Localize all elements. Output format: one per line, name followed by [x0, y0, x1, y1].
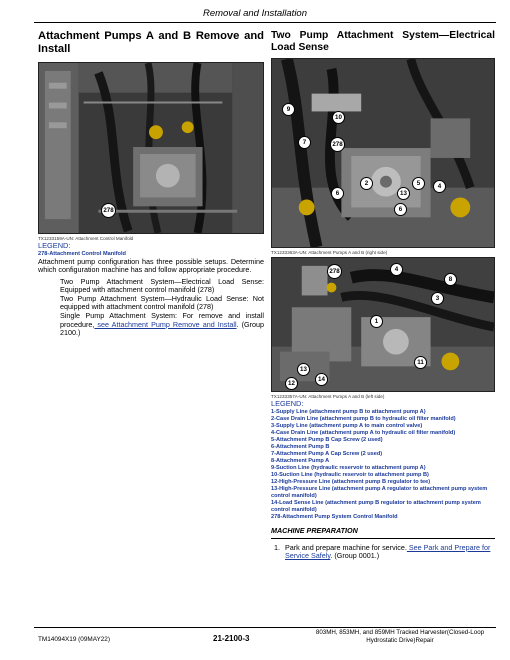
footer-page-number: 21-2100-3 [213, 634, 250, 643]
header-rule [34, 22, 496, 23]
callout-6: 6 [331, 187, 344, 200]
callout-8: 8 [444, 273, 457, 286]
step-1 [271, 544, 495, 561]
callout-4: 4 [390, 263, 403, 276]
legend-item: 278-Attachment Control Manifold [38, 250, 126, 257]
legend-item: 1-Supply Line (attachment pump B to attachment pump A) [271, 408, 426, 415]
photo-pumps-left-side [271, 257, 495, 392]
legend-item: 8-Attachment Pump A [271, 457, 330, 464]
legend-item: 3-Supply Line (attachment pump A to main control valve) [271, 422, 423, 429]
callout-3: 3 [431, 292, 444, 305]
footer-manual-title: 803MH, 853MH, and 859MH Tracked Harvester(Closed-Loop Hydrostatic Drive)Repair [315, 629, 485, 644]
single-pump-text: Single Pump Attachment System: For remove and install procedure, [60, 311, 264, 329]
machine-preparation-rule [271, 538, 495, 539]
callout-10: 10 [332, 111, 345, 124]
footer-rule [34, 627, 496, 628]
callout-2: 2 [360, 177, 373, 190]
legend-item: 6-Attachment Pump B [271, 443, 330, 450]
legend-item: 13-High-Pressure Line (attachment pump A regulator to attachment pump system control manifold) [271, 485, 488, 499]
callout-1: 1 [370, 315, 383, 328]
photo-caption: TX1233159A-UN: Attachment Control Manifold [38, 236, 134, 241]
callout-5: 5 [412, 177, 425, 190]
section-title-electrical-load-sense: Two Pump Attachment System—Electrical Load Sense [271, 30, 495, 53]
legend-list [271, 409, 495, 521]
photo1-caption: TX1233363A-UN: Attachment Pumps A and B (right side) [271, 250, 388, 255]
right-column [271, 30, 495, 561]
footer-doc-id: TM14094X19 (09MAY22) [38, 636, 110, 643]
callout-13: 13 [297, 363, 310, 376]
callout-9: 9 [282, 103, 295, 116]
park-prepare-service-link[interactable]: See Park and Prepare for Service Safely [285, 542, 491, 561]
callout-4: 4 [433, 180, 446, 193]
machine-preparation-heading: MACHINE PREPARATION [271, 525, 358, 535]
legend-item: 7-Attachment Pump A Cap Screw (2 used) [271, 450, 383, 457]
page-header-title: Removal and Installation [202, 8, 308, 19]
manifold-photo-drawing [39, 63, 263, 233]
callout-278: 278 [101, 203, 116, 218]
config-electrical-load-sense: Two Pump Attachment System—Electrical Load Sense: Equipped with attachment control manifold (278) [60, 276, 264, 295]
legend-item: 2-Case Drain Line (attachment pump B to hydraulic oil filter manifold) [271, 415, 456, 422]
photo2-caption: TX1233357A-UN: Attachment Pumps A and B (left side) [271, 394, 385, 399]
legend-item: 5-Attachment Pump B Cap Screw (2 used) [271, 436, 383, 443]
callout-14: 14 [315, 373, 328, 386]
section-title-remove-install: Attachment Pumps A and B Remove and Install [38, 30, 264, 55]
legend-item: 12-High-Pressure Line (attachment pump B regulator to tee) [271, 478, 431, 485]
intro-text: Attachment pump configuration has three possible setups. Determine which configuration machine has and follow appropriate procedure. [38, 256, 264, 275]
photo-pumps-right-side [271, 58, 495, 248]
callout-13: 13 [397, 187, 410, 200]
step-group: . (Group 0001.) [330, 551, 380, 561]
callout-6b: 6 [394, 203, 407, 216]
legend-item: 9-Suction Line (hydraulic reservoir to attachment pump A) [271, 464, 426, 471]
legend-item: 278-Attachment Pump System Control Manifold [271, 513, 398, 520]
legend-heading: LEGEND: [38, 241, 71, 250]
single-pump-group: . (Group 2100.) [60, 319, 264, 338]
photo-attachment-control-manifold [38, 62, 264, 234]
attachment-pump-remove-install-link[interactable]: see Attachment Pump Remove and Install [94, 319, 237, 329]
step-text: Park and prepare machine for service. [285, 542, 407, 552]
pumps-right-photo-drawing [272, 59, 494, 247]
callout-278: 278 [330, 137, 345, 152]
callout-12: 12 [285, 377, 298, 390]
step-number: 1. [274, 542, 280, 552]
config-single-pump [38, 312, 264, 338]
legend-item: 14-Load Sense Line (attachment pump B regulator to attachment pump system control manifold) [271, 499, 481, 513]
left-column [38, 30, 264, 338]
config-hydraulic-load-sense: Two Pump Attachment System—Hydraulic Load Sense: Not equipped with attachment control manifold (278) [60, 293, 264, 312]
legend-item: 4-Case Drain Line (attachment pump A to hydraulic oil filter manifold) [271, 429, 456, 436]
legend-item: 10-Suction Line (hydraulic reservoir to attachment pump B) [271, 471, 429, 478]
callout-278: 278 [327, 264, 342, 279]
legend-heading: LEGEND: [271, 399, 304, 408]
callout-7: 7 [298, 136, 311, 149]
callout-11: 11 [414, 356, 427, 369]
